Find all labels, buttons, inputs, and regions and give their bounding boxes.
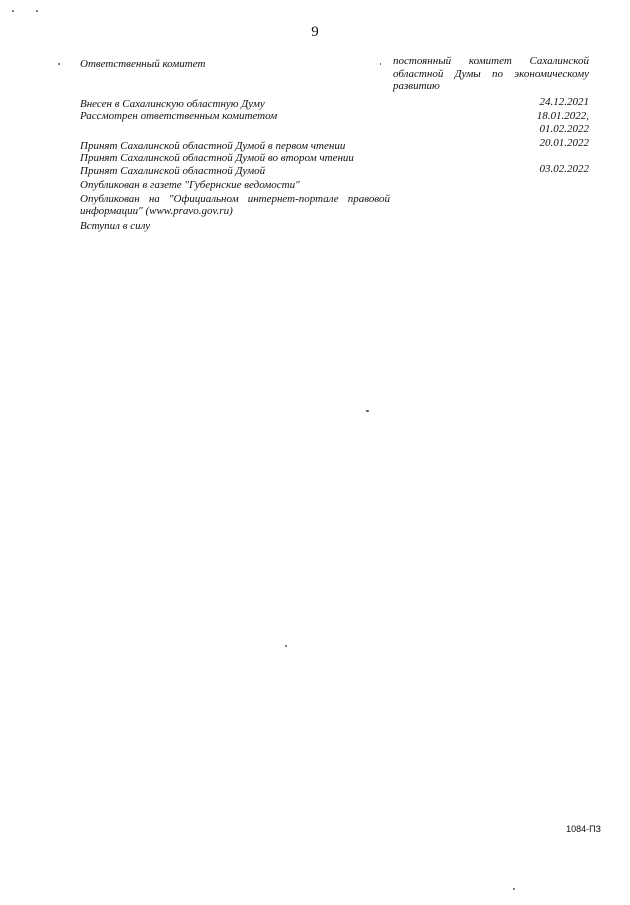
page-number: 9 xyxy=(311,24,319,40)
reviewed-date-1: 18.01.2022, xyxy=(536,110,589,122)
submitted-date: 24.12.2021 xyxy=(539,96,589,108)
first-reading-date: 20.01.2022 xyxy=(539,137,589,149)
published-newspaper-label: Опубликован в газете "Губернские ведомости" xyxy=(80,179,300,191)
document-code: 1084-ПЗ xyxy=(566,824,601,834)
committee-value-line: областной Думы по экономическому xyxy=(393,67,589,80)
scan-speck xyxy=(58,63,60,65)
committee-value-line: постоянный комитет Сахалинской xyxy=(393,55,589,67)
second-reading-label: Принят Сахалинской областной Думой во втором чтении xyxy=(80,152,354,164)
published-portal-line: Опубликован на "Официальном интернет-портале правовой xyxy=(80,193,390,205)
responsible-committee-label: Ответственный комитет xyxy=(80,58,206,70)
adopted-date: 03.02.2022 xyxy=(539,163,589,175)
scan-speck xyxy=(380,63,381,65)
submitted-label: Внесен в Сахалинскую областную Думу xyxy=(80,98,265,110)
committee-value-line: развитию xyxy=(393,80,440,92)
scan-speck xyxy=(513,888,515,890)
adopted-label: Принят Сахалинской областной Думой xyxy=(80,165,266,177)
scan-speck xyxy=(36,10,38,12)
scan-speck xyxy=(366,410,369,412)
scan-speck xyxy=(285,645,287,647)
published-portal-label xyxy=(80,193,390,217)
reviewed-date-2: 01.02.2022 xyxy=(539,123,589,135)
responsible-committee-value xyxy=(393,55,589,93)
first-reading-label: Принят Сахалинской областной Думой в первом чтении xyxy=(80,140,346,152)
published-portal-line: информации" (www.pravo.gov.ru) xyxy=(80,205,233,217)
entered-into-force-label: Вступил в силу xyxy=(80,220,151,232)
scan-speck xyxy=(12,10,14,12)
reviewed-label: Рассмотрен ответственным комитетом xyxy=(80,110,278,122)
